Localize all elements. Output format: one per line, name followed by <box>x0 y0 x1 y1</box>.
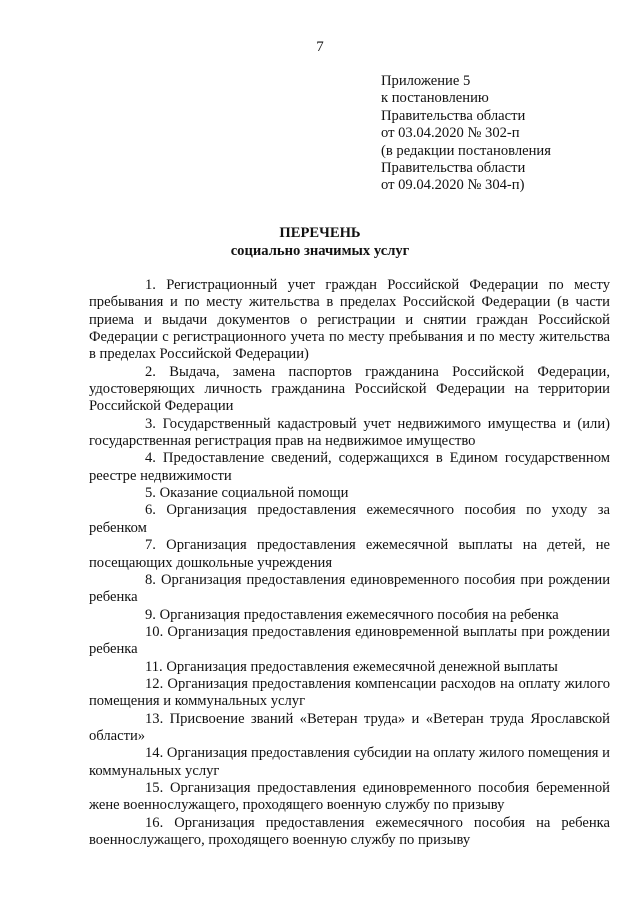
appendix-line: Правительства области <box>381 160 526 177</box>
list-item: 15. Организация предоставления единовременного пособия беременной жене военнослужащего, проходящего военную службу по призыву <box>89 779 610 814</box>
appendix-line: Правительства области <box>381 107 526 124</box>
appendix-line: Приложение 5 <box>381 73 471 89</box>
page-number: 7 <box>316 39 324 55</box>
services-list <box>89 277 610 849</box>
list-item: 12. Организация предоставления компенсации расходов на оплату жилого помещения и коммунальных услуг <box>89 675 610 710</box>
list-item: 16. Организация предоставления ежемесячного пособия на ребенка военнослужащего, проходящего военную службу по призыву <box>89 814 610 848</box>
list-item: 13. Присвоение званий «Ветеран труда» и «Ветеран труда Ярославской области» <box>89 710 610 744</box>
list-item: 4. Предоставление сведений, содержащихся в Едином государственном реестре недвижимости <box>89 450 610 484</box>
appendix-line: (в редакции постановления <box>381 142 551 159</box>
appendix-line: к постановлению <box>381 90 489 107</box>
list-item: 5. Оказание социальной помощи <box>145 485 349 502</box>
list-item: 1. Регистрационный учет граждан Российской Федерации по месту пребывания и по месту жительства в пределах Российской Федерации (в части приема и выдачи документов о регистрации и снятии граждан Российской Федерации с регистрационного учета по месту пребывания и по месту жительства в пределах Российской Федерации) <box>89 277 610 363</box>
appendix-line: от 03.04.2020 № 302-п <box>381 125 520 142</box>
list-item: 2. Выдача, замена паспортов гражданина Российской Федерации, удостоверяющих личность гражданина Российской Федерации на территории Российской Федерации <box>89 363 610 415</box>
list-item: 9. Организация предоставления ежемесячного пособия на ребенка <box>145 606 559 623</box>
list-item: 3. Государственный кадастровый учет недвижимого имущества и (или) государственная регистрация прав на недвижимое имущество <box>89 415 610 450</box>
list-item: 14. Организация предоставления субсидии на оплату жилого помещения и коммунальных услуг <box>89 745 610 779</box>
appendix-block <box>381 73 631 195</box>
list-item: 8. Организация предоставления единовременного пособия при рождении ребенка <box>89 571 610 606</box>
appendix-line: от 09.04.2020 № 304-п) <box>381 177 525 194</box>
document-subtitle: социально значимых услуг <box>230 243 410 259</box>
list-item: 10. Организация предоставления единовременной выплаты при рождении ребенка <box>89 623 610 658</box>
list-item: 7. Организация предоставления ежемесячной выплаты на детей, не посещающих дошкольные учреждения <box>89 537 610 571</box>
list-item: 6. Организация предоставления ежемесячного пособия по уходу за ребенком <box>89 502 610 536</box>
document-title: ПЕРЕЧЕНЬ <box>279 225 361 241</box>
list-item: 11. Организация предоставления ежемесячной денежной выплаты <box>145 658 558 675</box>
